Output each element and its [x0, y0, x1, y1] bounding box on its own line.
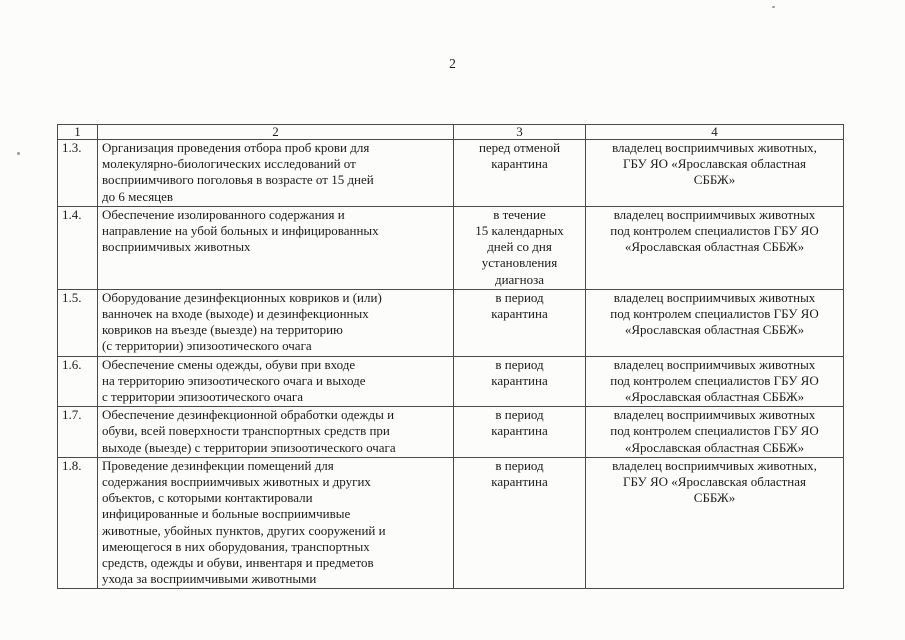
table-row	[58, 289, 844, 356]
column-header: 4	[586, 125, 844, 140]
measure-term-line: дней со дня	[487, 239, 552, 255]
measure-term-line: в период	[495, 457, 544, 473]
measure-description-line: Обеспечение смены одежды, обуви при входе	[102, 356, 356, 372]
measure-term	[454, 356, 586, 407]
measure-term	[454, 407, 586, 458]
measure-responsible-line: под контролем специалистов ГБУ ЯО	[610, 423, 819, 439]
measure-responsible	[586, 140, 844, 207]
measure-term-line: карантина	[491, 156, 548, 172]
measure-responsible-line: СББЖ»	[693, 172, 736, 188]
measure-term-line: карантина	[491, 474, 548, 490]
measure-description-line: до 6 месяцев	[102, 188, 174, 204]
measure-description-line: содержания восприимчивых животных и других	[102, 474, 371, 490]
column-header: 2	[98, 125, 454, 140]
table-row	[58, 140, 844, 207]
measure-description-line: Обеспечение дезинфекционной обработки одежды и	[102, 407, 395, 423]
measure-term-line: 15 календарных	[475, 223, 564, 239]
measure-description-line: Организация проведения отбора проб крови для	[102, 140, 370, 155]
measure-description-line: ухода за восприимчивыми животными	[102, 571, 317, 587]
measure-description-line: Оборудование дезинфекционных ковриков и (или)	[102, 289, 382, 305]
table-row	[58, 407, 844, 458]
measure-responsible	[586, 289, 844, 356]
scan-speck	[17, 152, 20, 155]
measure-term-line: в период	[495, 356, 544, 372]
measure-responsible-line: владелец восприимчивых животных	[613, 356, 816, 372]
measure-description-line: инфицированные и больные восприимчивые	[102, 506, 351, 522]
measure-description	[98, 407, 454, 458]
measure-responsible-line: под контролем специалистов ГБУ ЯО	[610, 372, 819, 388]
row-number: 1.4.	[58, 206, 98, 289]
measure-description-line: направление на убой больных и инфицированных	[102, 223, 379, 239]
measure-description	[98, 457, 454, 589]
measure-description-line: имеющегося в них оборудования, транспортных	[102, 538, 370, 554]
measure-description-line: обуви, всей поверхности транспортных средств при	[102, 423, 390, 439]
measure-description	[98, 206, 454, 289]
measure-description-line: восприимчивого поголовья в возрасте от 15 дней	[102, 172, 374, 188]
row-number: 1.6.	[58, 356, 98, 407]
measure-description-line: Обеспечение изолированного содержания и	[102, 206, 345, 222]
column-header: 3	[454, 125, 586, 140]
measure-responsible-line: «Ярославская областная СББЖ»	[624, 439, 805, 455]
measure-description-line: объектов, с которыми контактировали	[102, 490, 313, 506]
measure-term-line: диагноза	[494, 271, 545, 287]
measure-responsible-line: владелец восприимчивых животных,	[612, 140, 817, 155]
measure-term-line: установления	[481, 255, 558, 271]
measure-responsible-line: под контролем специалистов ГБУ ЯО	[610, 306, 819, 322]
table-body	[58, 140, 844, 589]
row-number: 1.7.	[58, 407, 98, 458]
measure-responsible-line: владелец восприимчивых животных	[613, 289, 816, 305]
measure-responsible	[586, 206, 844, 289]
measures-table	[57, 124, 844, 589]
measure-term-line: в период	[495, 289, 544, 305]
measure-responsible	[586, 457, 844, 589]
measure-responsible-line: владелец восприимчивых животных	[613, 407, 816, 423]
table-header-row	[58, 125, 844, 140]
table-row	[58, 206, 844, 289]
measure-description	[98, 140, 454, 207]
measure-description-line: средств, одежды и обуви, инвентаря и предметов	[102, 555, 374, 571]
measure-responsible	[586, 407, 844, 458]
measure-term	[454, 289, 586, 356]
measure-responsible-line: под контролем специалистов ГБУ ЯО	[610, 223, 819, 239]
row-number: 1.5.	[58, 289, 98, 356]
page-number: 2	[449, 56, 456, 71]
measure-term	[454, 457, 586, 589]
scan-speck	[772, 6, 775, 8]
measure-description-line: ковриков на въезде (выезде) на территорию	[102, 322, 343, 338]
measure-term-line: в течение	[493, 206, 546, 222]
measure-term-line: карантина	[491, 306, 548, 322]
measure-description-line: молекулярно-биологических исследований от	[102, 156, 356, 172]
row-number: 1.3.	[58, 140, 98, 207]
measure-description-line: (с территории) эпизоотического очага	[102, 338, 312, 354]
measure-term-line: перед отменой	[478, 140, 561, 155]
measure-description-line: ванночек на входе (выходе) и дезинфекционных	[102, 306, 369, 322]
measure-responsible-line: «Ярославская областная СББЖ»	[624, 322, 805, 338]
measure-responsible-line: владелец восприимчивых животных,	[612, 457, 817, 473]
measure-responsible	[586, 356, 844, 407]
measure-responsible-line: владелец восприимчивых животных	[613, 206, 816, 222]
measure-term-line: карантина	[491, 423, 548, 439]
measure-term-line: карантина	[491, 372, 548, 388]
measure-responsible-line: СББЖ»	[693, 490, 736, 506]
measure-description	[98, 356, 454, 407]
measure-responsible-line: ГБУ ЯО «Ярославская областная	[623, 156, 806, 172]
column-header: 1	[58, 125, 98, 140]
measure-description	[98, 289, 454, 356]
measure-description-line: восприимчивых животных	[102, 239, 251, 255]
measure-description-line: на территорию эпизоотического очага и выходе	[102, 372, 366, 388]
measure-description-line: животные, убойных пунктов, других сооружений и	[102, 522, 386, 538]
measure-responsible-line: «Ярославская областная СББЖ»	[624, 389, 805, 405]
measure-term	[454, 140, 586, 207]
table-row	[58, 457, 844, 589]
row-number: 1.8.	[58, 457, 98, 589]
measure-term-line: в период	[495, 407, 544, 423]
measure-term	[454, 206, 586, 289]
measure-responsible-line: «Ярославская областная СББЖ»	[624, 239, 805, 255]
measure-description-line: Проведение дезинфекции помещений для	[102, 457, 334, 473]
table-row	[58, 356, 844, 407]
measure-responsible-line: ГБУ ЯО «Ярославская областная	[623, 474, 806, 490]
measure-description-line: выходе (выезде) с территории эпизоотического очага	[102, 439, 396, 455]
measure-description-line: с территории эпизоотического очага	[102, 389, 304, 405]
